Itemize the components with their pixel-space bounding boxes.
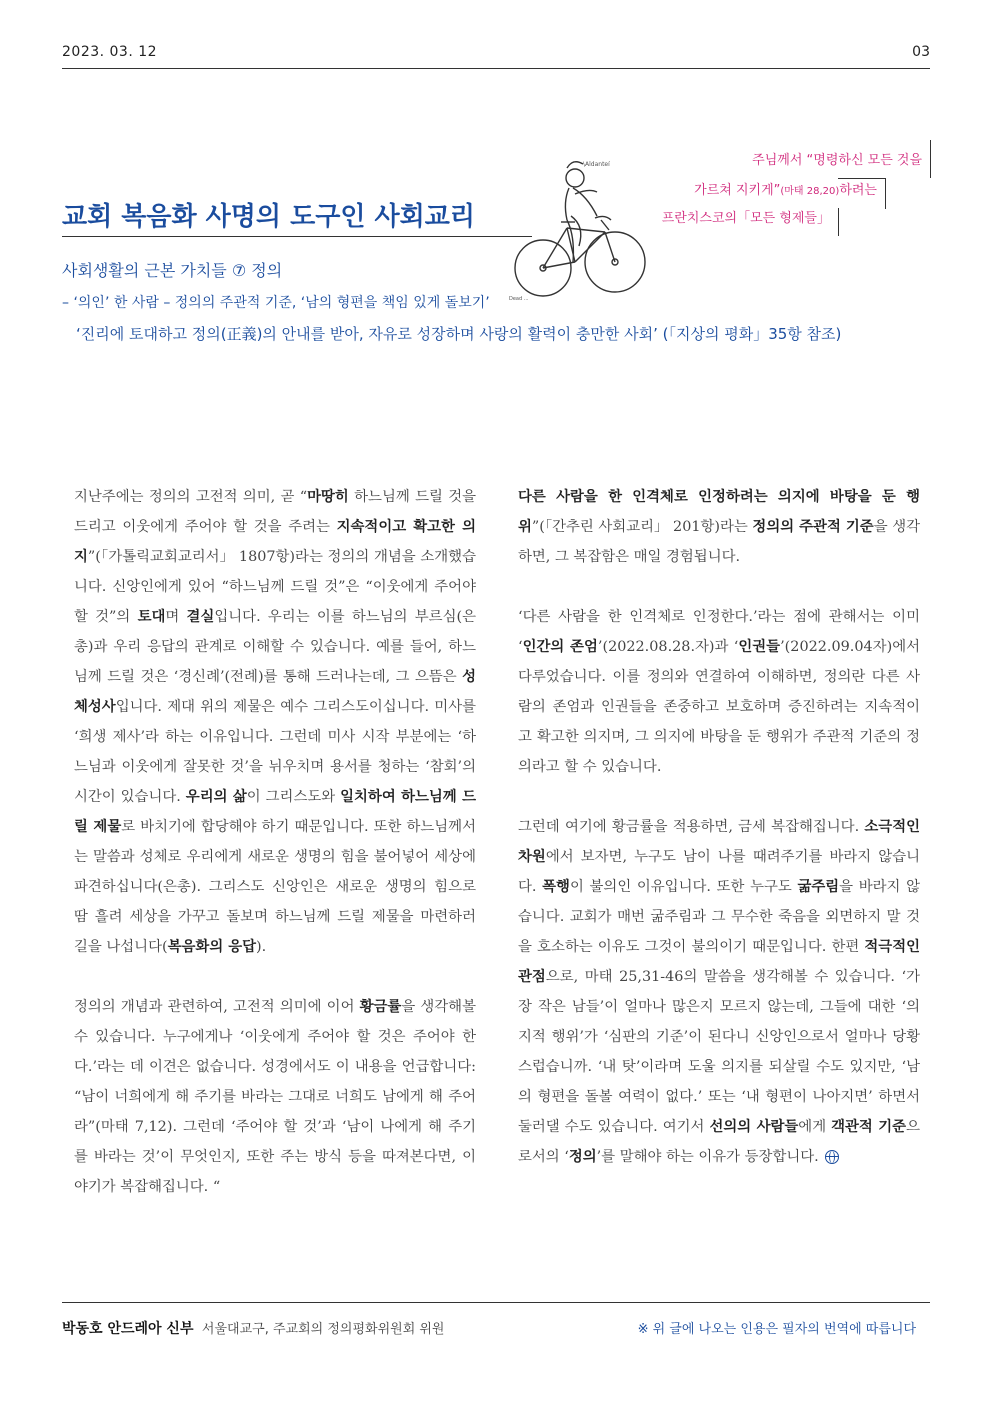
issue-date: 2023. 03. 12 (62, 44, 158, 60)
body-column-left (74, 482, 476, 1232)
reference-quote: ‘진리에 토대하고 정의(正義)의 안내를 받아, 자유로 성장하며 사랑의 활력이 충만한 사회’ (「지상의 평화」35항 참조) (76, 325, 842, 343)
paragraph-1: 지난주에는 정의의 고전적 의미, 곧 “마땅히 하느님께 드릴 것을 드리고 이웃에게 주어야 할 것을 주려는 지속적이고 확고한 의지”(「가톨릭교회교리서」 1807항)라는 정의의 개념을 소개했습니다. 신앙인에게 있어 “하느님께 드릴 것”은 “이웃에게 주어야 할 것”의 토대며 결실입니다. 우리는 이를 하느님의 부르심(은총)과 우리 응답의 관계로 이해할 수 있습니다. 예를 들어, 하느님께 드릴 것은 ‘경신례’(전례)를 통해 드러나는데, 그 으뜸은 성체성사입니다. 제대 위의 제물은 예수 그리스도이십니다. 미사를 ‘희생 제사’라 하는 이유입니다. 그런데 미사 시작 부분에는 ‘하느님과 이웃에게 잘못한 것’을 뉘우치며 용서를 청하는 ‘참회’의 시간이 있습니다. 우리의 삶이 그리스도와 일치하여 하느님께 드릴 제물로 바치기에 합당해야 하기 때문입니다. 또한 하느님께서는 말씀과 성체로 우리에게 새로운 생명의 힘을 불어넣어 세상에 파견하십니다(은총). 그리스도 신앙인은 새로운 생명의 힘으로 땀 흘려 세상을 가꾸고 돌보며 하느님께 드릴 제물을 마련하러 길을 나섭니다(복음화의 응답). (74, 488, 476, 955)
paragraph-4: 그런데 여기에 황금률을 적용하면, 금세 복잡해집니다. 소극적인 차원에서 보자면, 누구도 남이 나를 때려주기를 바라지 않습니다. 폭행이 불의인 이유입니다. 또한 누구도 굶주림을 바라지 않습니다. 교회가 매번 굶주림과 그 무수한 죽음을 외면하지 말 것을 호소하는 이유도 그것이 불의이기 때문입니다. 한편 적극적인 관점으로, 마태 25,31-46의 말씀을 생각해볼 수 있습니다. ‘가장 작은 남들’이 얼마나 많은지 모르지 않는데, 그들에 대한 ‘의지적 행위’가 ‘심판의 기준’이 된다니 신앙인으로서 얼마나 당황스럽습니까. ‘내 탓’이라며 도울 의지를 되살릴 수도 있지만, ‘남의 형편을 돌볼 여력이 없다.’ 또는 ‘내 형편이 나아지면’ 하면서 둘러댈 수도 있습니다. 여기서 선의의 사람들에게 객관적 기준으로서의 ‘정의’를 말해야 하는 이유가 등장합니다. (518, 818, 920, 1165)
side-quote-line-2: 가르쳐 지키게”(마태 28,20)하려는 (694, 183, 877, 198)
paragraph-3: ‘다른 사람을 한 인격체로 인정한다.’라는 점에 관해서는 이미 ‘인간의 존엄’(2022.08.28.자)과 ‘인권들’(2022.09.04자)에서 다루었습니다. 이를 정의와 연결하여 이해하면, 정의란 다른 사람의 존엄과 인권들을 존중하고 보호하며 증진하려는 지속적이고 확고한 의지며, 그 의지에 바탕을 둔 행위가 주관적 기준의 정의라고 할 수 있습니다. (518, 609, 920, 775)
topic-subtitle: – ‘의인’ 한 사람 – 정의의 주관적 기준, ‘남의 형편을 책임 있게 돌보기’ (62, 295, 490, 311)
title-underline (62, 236, 532, 237)
end-mark-globe-icon (825, 1150, 839, 1164)
header-divider (62, 68, 930, 69)
side-quote-line-3: 프란치스코의「모든 형제들」 (661, 211, 830, 226)
author-name: 박동호 안드레아 신부 (62, 1321, 194, 1337)
paragraph-2-continued: 다른 사람을 한 인격체로 인정하려는 의지에 바탕을 둔 행위”(「간추린 사회교리」 201항)라는 정의의 주관적 기준을 생각하면, 그 복잡함은 매일 경험됩니다. (518, 488, 921, 565)
author-byline (62, 1318, 445, 1338)
body-column-right (518, 482, 920, 1202)
footer-divider (62, 1302, 930, 1303)
side-quote-line-1: 주님께서 “명령하신 모든 것을 (752, 153, 922, 168)
series-subtitle: 사회생활의 근본 가치들 ⑦ 정의 (62, 261, 283, 280)
paragraph-2: 정의의 개념과 관련하여, 고전적 의미에 이어 황금률을 생각해볼 수 있습니다. 누구에게나 ‘이웃에게 주어야 할 것은 주어야 한다.’라는 데 이견은 없습니다. 성경에서도 이 내용을 언급합니다: “남이 너희에게 해 주기를 바라는 그대로 너희도 남에게 해 주어라”(마태 7,12). 그런데 ‘주어야 할 것’과 ‘남이 나에게 해 주기를 바라는 것’이 무엇인지, 또한 주는 방식 등을 따져본다면, 이야기가 복잡해집니다. “ (74, 998, 476, 1195)
svg-text:\Aldanteí: \Aldanteí (583, 161, 610, 168)
page-title: 교회 복음화 사명의 도구인 사회교리 (62, 202, 475, 232)
cyclist-illustration (505, 150, 655, 310)
svg-text:Dead ...: Dead ... (509, 296, 529, 302)
translation-note: ※ 위 글에 나오는 인용은 필자의 번역에 따릅니다 (637, 1322, 916, 1337)
page-number: 03 (912, 44, 930, 60)
author-role: 서울대교구, 주교회의 정의평화위원회 위원 (201, 1322, 445, 1337)
